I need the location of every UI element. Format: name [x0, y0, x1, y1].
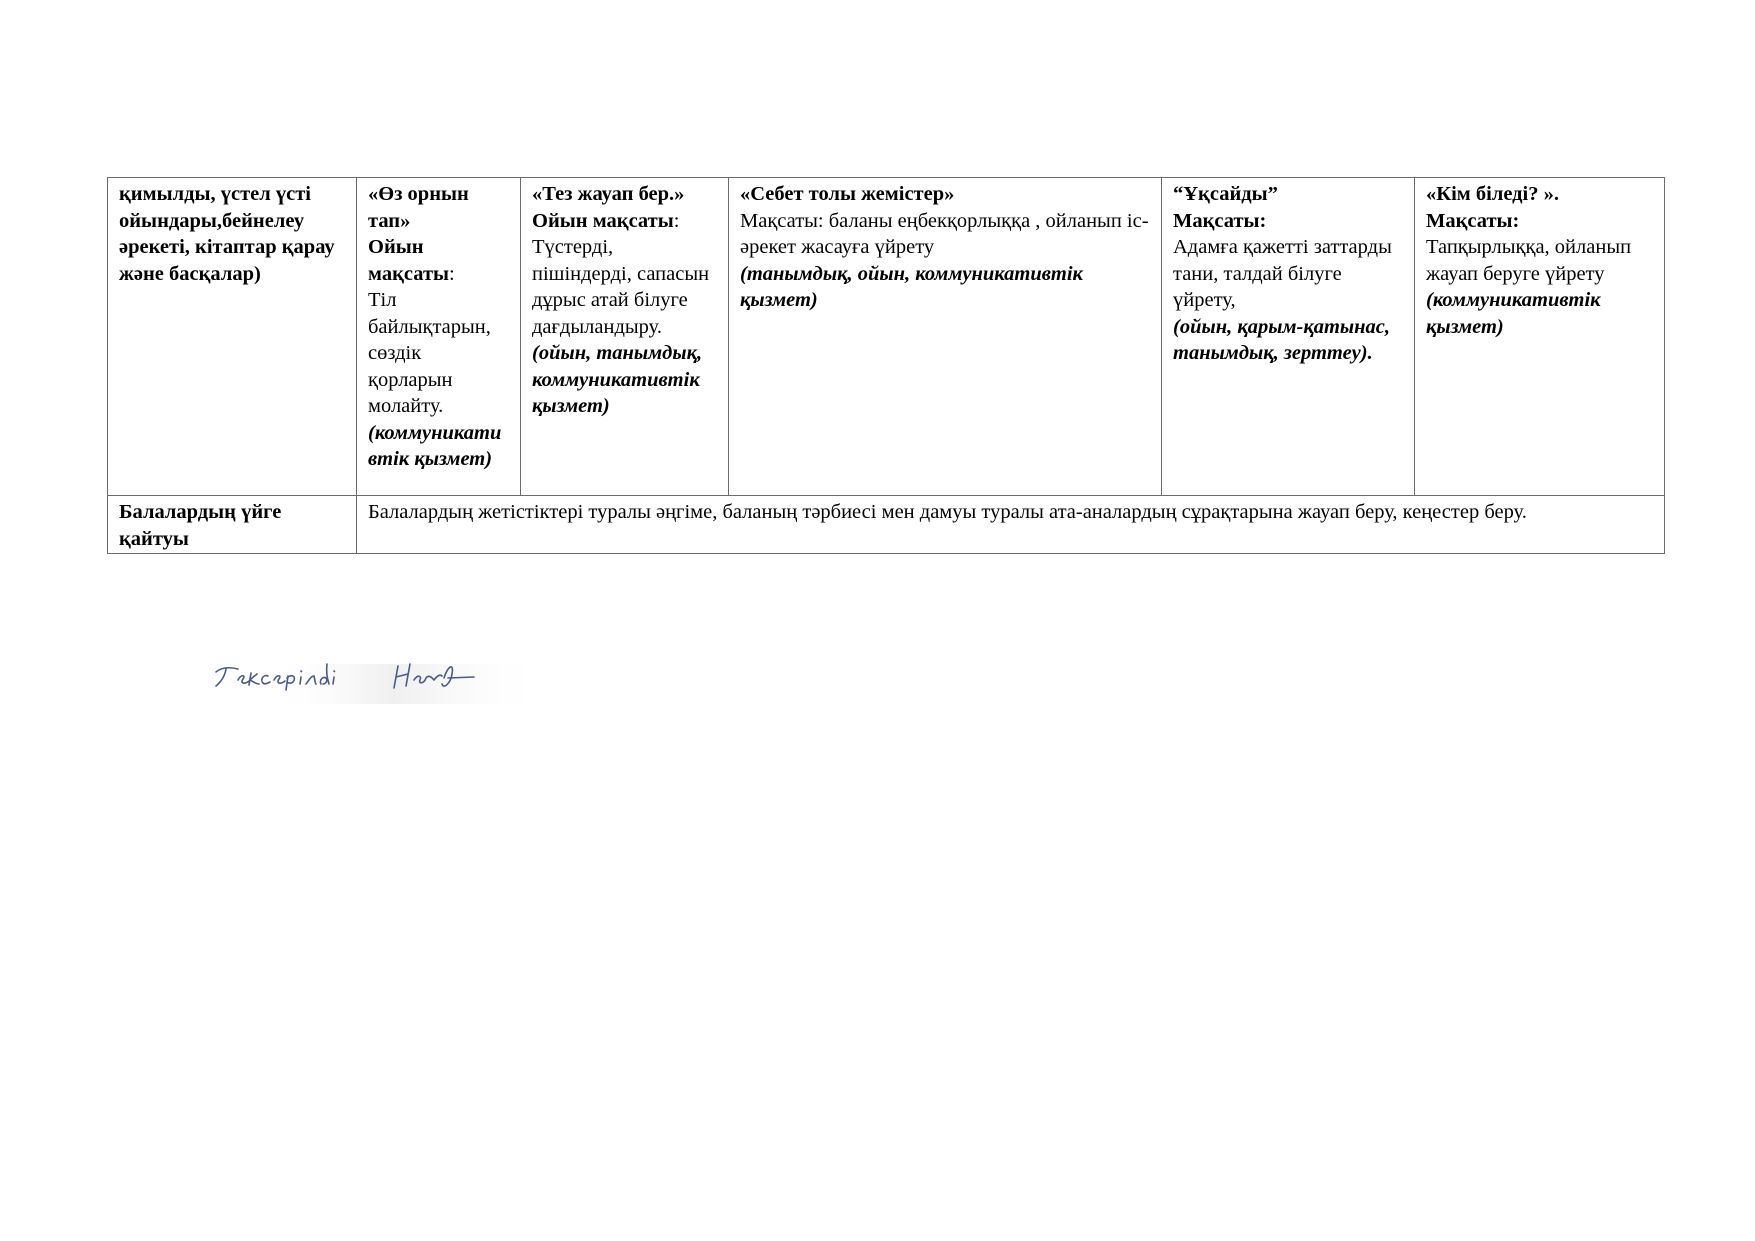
activity-type: (ойын, танымдық, коммуникативтік қызмет) — [532, 342, 703, 417]
scan-shadow — [268, 664, 548, 704]
game-title: «Себет толы жемістер» — [740, 183, 955, 205]
row-label: қимылды, үстел үсті ойындары,бейнелеу әрекеті, кітаптар қарау және басқалар) — [119, 183, 335, 285]
goal-text: Тіл байлықтарын, сөздік қорларын молайту. — [368, 289, 491, 417]
game-cell — [1415, 178, 1665, 496]
game-cell — [729, 178, 1162, 496]
activity-type: (коммуникативтік қызмет) — [368, 421, 502, 470]
game-title: “Ұқсайды” — [1173, 183, 1278, 205]
goal-text: Мақсаты: баланы еңбекқорлыққа , ойланып іс-әрекет жасауға үйрету — [740, 209, 1149, 258]
goal-colon: : — [449, 262, 455, 285]
game-cell — [521, 178, 729, 496]
goal-label: Ойын мақсаты — [368, 236, 450, 285]
goal-text: Адамға қажетті заттарды тани, талдай білуге үйрету, — [1173, 236, 1392, 311]
goal-text: Тапқырлыққа, ойланып жауап беруге үйрету — [1426, 236, 1632, 285]
table-row — [108, 496, 1665, 554]
game-cell — [357, 178, 521, 496]
game-title: «Тез жауап бер.» — [532, 183, 685, 205]
row-label-cell — [108, 178, 357, 496]
game-title: «Кім біледі? ». — [1426, 183, 1559, 205]
table-row — [108, 178, 1665, 496]
game-title: «Өз орнын тап» — [368, 183, 469, 232]
goal-colon: : — [673, 209, 680, 232]
goal-label: Ойын мақсаты — [532, 209, 674, 232]
row-label: Балалардың үйге қайтуы — [119, 501, 282, 550]
activity-type: (коммуникативтік қызмет) — [1426, 289, 1601, 338]
activity-type: (ойын, қарым-қатынас, танымдық, зерттеу). — [1173, 315, 1390, 364]
handwritten-signature — [208, 640, 548, 706]
goal-text: Түстерді, пішіндерді, сапасын дұрыс атай білуге дағдыландыру. — [532, 236, 710, 338]
game-cell — [1162, 178, 1415, 496]
row-label-cell — [108, 496, 357, 554]
departure-text: Балалардың жетістіктері туралы әңгіме, баланың тәрбиесі мен дамуы туралы ата-аналардың сұрақтарына жауап беру, кеңестер беру. — [368, 501, 1527, 523]
activity-type: (танымдық, ойын, коммуникативтік қызмет) — [740, 262, 1083, 311]
departure-cell — [357, 496, 1665, 554]
daily-plan-table — [107, 177, 1665, 554]
goal-label: Мақсаты: — [1426, 209, 1520, 232]
goal-label: Мақсаты: — [1173, 209, 1267, 232]
